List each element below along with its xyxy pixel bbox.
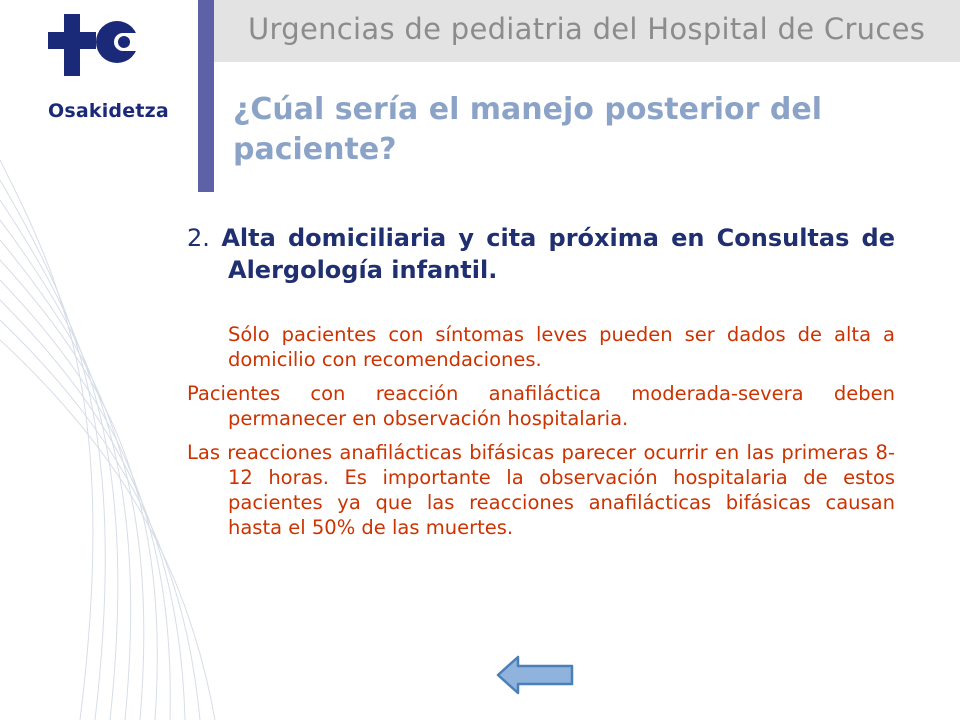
- slide-title: ¿Cúal sería el manejo posterior del paciente?: [233, 92, 822, 167]
- header-title: Urgencias de pediatria del Hospital de Cruces: [248, 12, 926, 46]
- paragraph-biphasic: Las reacciones anafilácticas bifásicas parecer ocurrir en las primeras 8-12 horas. Es importante la observación hospitalaria de estos pacientes ya que las reacciones anafilácticas bifásicas causan hasta el 50% de las muertes.: [187, 441, 895, 539]
- main-point: [187, 222, 895, 286]
- back-arrow-button[interactable]: [496, 655, 576, 695]
- paragraph-mild-symptoms: Sólo pacientes con síntomas leves pueden ser dados de alta a domicilio con recomendaciones.: [228, 323, 895, 371]
- brand-name: Osakidetza: [48, 100, 169, 122]
- paragraph-moderate-severe: Pacientes con reacción anafiláctica moderada-severa deben permanecer en observación hospitalaria.: [187, 382, 895, 430]
- accent-vertical-bar: [198, 0, 214, 192]
- main-point-text: Alta domiciliaria y cita próxima en Consultas de Alergología infantil.: [221, 224, 895, 284]
- main-point-number: 2.: [187, 224, 210, 252]
- slide-content: [187, 222, 895, 549]
- arrow-left-icon: [498, 657, 572, 693]
